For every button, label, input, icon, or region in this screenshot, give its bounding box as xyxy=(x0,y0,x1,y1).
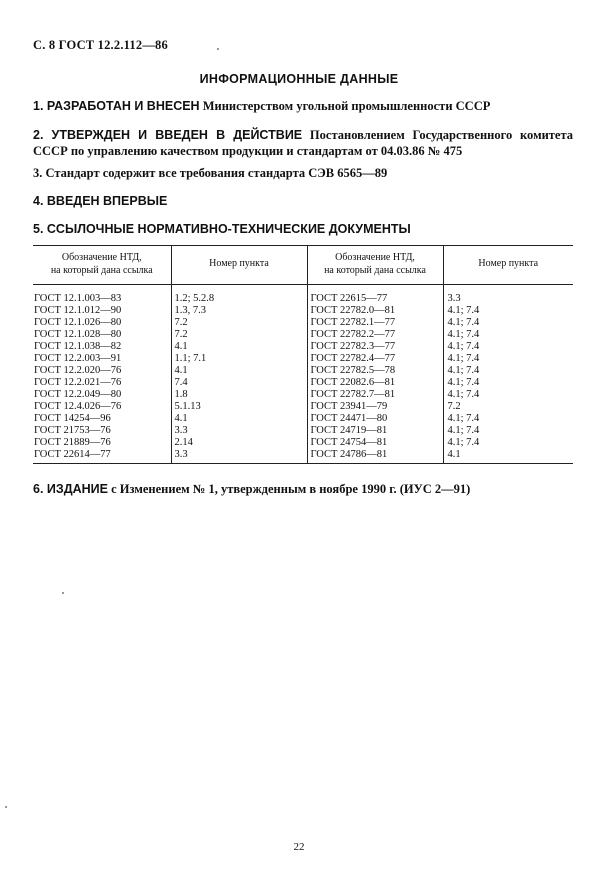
header-clause-number-right: Номер пункта xyxy=(443,246,573,285)
row-ntd-right: ГОСТ 24471—80 xyxy=(307,413,443,425)
row-clause-right: 4.1; 7.4 xyxy=(443,365,573,377)
row-clause-right: 3.3 xyxy=(443,285,573,306)
row-ntd-left: ГОСТ 12.1.028—80 xyxy=(34,329,122,340)
header-ntd-designation-right xyxy=(307,246,443,285)
row-ntd-left: ГОСТ 21889—76 xyxy=(34,437,111,448)
section-2 xyxy=(33,127,573,159)
section-6 xyxy=(33,481,573,497)
row-ntd-right: ГОСТ 22782.4—77 xyxy=(307,353,443,365)
row-clause-right: 4.1; 7.4 xyxy=(443,341,573,353)
row-clause-right: 4.1; 7.4 xyxy=(443,353,573,365)
row-clause-left: 7.4 xyxy=(171,377,307,389)
row-ntd-left: ГОСТ 22614—77 xyxy=(33,449,171,464)
row-ntd-right: ГОСТ 24754—81 xyxy=(307,437,443,449)
row-ntd-right: ГОСТ 23941—79 xyxy=(307,401,443,413)
row-clause-left: 4.1 xyxy=(171,365,307,377)
section-3-text: 3. Стандарт содержит все требования стандарта СЭВ 6565—89 xyxy=(33,166,388,180)
row-ntd-left: ГОСТ 21753—76 xyxy=(34,425,111,436)
row-clause-left: 7.2 xyxy=(171,317,307,329)
table-header-row xyxy=(33,246,573,285)
section-3 xyxy=(33,165,573,181)
row-clause-left: 5.1.13 xyxy=(171,401,307,413)
row-clause-right: 7.2 xyxy=(443,401,573,413)
row-clause-left: 3.3 xyxy=(171,449,307,464)
section-5-lead: 5. ССЫЛОЧНЫЕ НОРМАТИВНО-ТЕХНИЧЕСКИЕ ДОКУМЕНТЫ xyxy=(33,222,411,236)
row-clause-left: 2.14 xyxy=(171,437,307,449)
row-ntd-left: ГОСТ 12.2.020—76 xyxy=(34,365,122,376)
table-row xyxy=(33,353,573,365)
section-4 xyxy=(33,193,573,209)
row-clause-left: 1.3, 7.3 xyxy=(171,305,307,317)
row-clause-right: 4.1; 7.4 xyxy=(443,425,573,437)
row-ntd-right: ГОСТ 22082.6—81 xyxy=(307,377,443,389)
page-header-ref: С. 8 ГОСТ 12.2.112—86 xyxy=(33,38,168,52)
header-ntd-designation-left xyxy=(33,246,171,285)
row-clause-left: 3.3 xyxy=(171,425,307,437)
header-right-line2: на который дана ссылка xyxy=(324,264,426,276)
row-ntd-right: ГОСТ 24719—81 xyxy=(307,425,443,437)
row-ntd-right: ГОСТ 22782.2—77 xyxy=(307,329,443,341)
header-clause-number-left: Номер пункта xyxy=(171,246,307,285)
scan-speck xyxy=(62,592,64,594)
table-row xyxy=(33,329,573,341)
scan-speck xyxy=(217,48,219,50)
section-4-lead: 4. ВВЕДЕН ВПЕРВЫЕ xyxy=(33,194,168,208)
table-row xyxy=(33,317,573,329)
table-row xyxy=(33,365,573,377)
row-clause-right: 4.1; 7.4 xyxy=(443,377,573,389)
row-ntd-left: ГОСТ 12.1.026—80 xyxy=(34,317,122,328)
table-row xyxy=(33,437,573,449)
table-row xyxy=(33,401,573,413)
section-6-lead: 6. ИЗДАНИЕ xyxy=(33,482,108,496)
table-row xyxy=(33,389,573,401)
header-right-line1: Обозначение НТД, xyxy=(335,252,415,263)
row-ntd-left: ГОСТ 12.4.026—76 xyxy=(34,401,122,412)
section-1-text: Министерством угольной промышленности СССР xyxy=(202,99,491,113)
scan-speck xyxy=(5,806,7,808)
section-1-lead: 1. РАЗРАБОТАН И ВНЕСЕН xyxy=(33,99,200,113)
table-row xyxy=(33,341,573,353)
table-row xyxy=(33,305,573,317)
row-clause-left: 4.1 xyxy=(171,341,307,353)
row-ntd-right: ГОСТ 22615—77 xyxy=(307,285,443,306)
row-clause-right: 4.1; 7.4 xyxy=(443,305,573,317)
section-6-text: с Изменением № 1, утвержденным в ноябре 1990 г. (ИУС 2—91) xyxy=(111,482,471,496)
table-row xyxy=(33,425,573,437)
row-clause-right: 4.1; 7.4 xyxy=(443,389,573,401)
row-clause-left: 1.8 xyxy=(171,389,307,401)
row-clause-left: 1.1; 7.1 xyxy=(171,353,307,365)
row-ntd-right: ГОСТ 22782.7—81 xyxy=(307,389,443,401)
row-ntd-right: ГОСТ 22782.3—77 xyxy=(307,341,443,353)
row-clause-left: 4.1 xyxy=(171,413,307,425)
row-ntd-left: ГОСТ 14254—96 xyxy=(34,413,111,424)
section-2-lead: 2. УТВЕРЖДЕН И ВВЕДЕН В ДЕЙСТВИЕ xyxy=(33,128,303,142)
table-row xyxy=(33,285,573,306)
page-number: 22 xyxy=(293,841,305,853)
table-row xyxy=(33,413,573,425)
row-clause-right: 4.1; 7.4 xyxy=(443,437,573,449)
section-2-text: Постановлением Государственного комитета СССР по управлению качеством продукции и стандартам от 04.03.86 № 475 xyxy=(33,128,574,158)
row-clause-right: 4.1 xyxy=(443,449,573,464)
row-clause-left: 7.2 xyxy=(171,329,307,341)
row-clause-left: 1.2; 5.2.8 xyxy=(171,285,307,306)
row-clause-right: 4.1; 7.4 xyxy=(443,413,573,425)
row-ntd-right: ГОСТ 22782.5—78 xyxy=(307,365,443,377)
row-clause-right: 4.1; 7.4 xyxy=(443,317,573,329)
row-clause-right: 4.1; 7.4 xyxy=(443,329,573,341)
section-5 xyxy=(33,221,573,237)
header-left-line2: на который дана ссылка xyxy=(50,264,153,276)
row-ntd-left: ГОСТ 12.2.003—91 xyxy=(34,353,122,364)
row-ntd-right: ГОСТ 24786—81 xyxy=(307,449,443,464)
row-ntd-left: ГОСТ 12.1.038—82 xyxy=(34,341,122,352)
section-title: ИНФОРМАЦИОННЫЕ ДАННЫЕ xyxy=(199,72,399,86)
header-left-line1: Обозначение НТД, xyxy=(61,252,142,263)
row-ntd-left: ГОСТ 12.1.003—83 xyxy=(34,293,122,304)
row-ntd-right: ГОСТ 22782.0—81 xyxy=(307,305,443,317)
row-ntd-left: ГОСТ 12.2.021—76 xyxy=(34,377,122,388)
references-table xyxy=(33,245,573,464)
row-ntd-left: ГОСТ 12.2.049—80 xyxy=(34,389,122,400)
table-row xyxy=(33,449,573,464)
table-row xyxy=(33,377,573,389)
row-ntd-right: ГОСТ 22782.1—77 xyxy=(307,317,443,329)
row-ntd-left: ГОСТ 12.1.012—90 xyxy=(34,305,122,316)
section-1 xyxy=(33,98,573,114)
